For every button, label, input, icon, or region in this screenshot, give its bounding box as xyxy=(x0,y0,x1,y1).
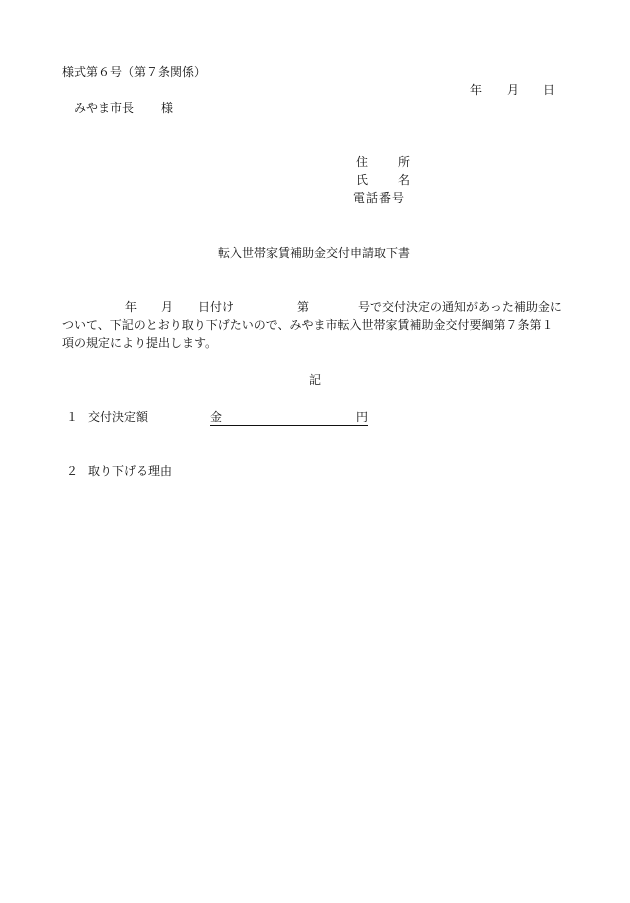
addressee-honorific: 様 xyxy=(161,101,174,115)
amount-suffix: 円 xyxy=(356,410,369,424)
ki-heading: 記 xyxy=(309,373,322,387)
item-2-number: ２ xyxy=(66,464,79,478)
body-line2: ついて、下記のとおり取り下げたいので、みやま市転入世帯家賃補助金交付要綱第７条第１ xyxy=(62,318,554,332)
amount-underline xyxy=(210,409,368,426)
body-year: 年 xyxy=(125,300,138,314)
body-dated: 日付け xyxy=(198,300,235,314)
item-1-number: １ xyxy=(66,410,79,424)
address-label-1: 住 xyxy=(356,155,369,169)
name-label-1: 氏 xyxy=(356,173,369,187)
body-line1-rest: 号で交付決定の通知があった補助金に xyxy=(358,300,562,314)
address-label-2: 所 xyxy=(398,155,411,169)
form-id: 様式第６号（第７条関係） xyxy=(62,65,207,79)
item-1-label: 交付決定額 xyxy=(88,410,149,424)
phone-label: 電話番号 xyxy=(353,191,406,205)
item-2-label: 取り下げる理由 xyxy=(88,464,173,478)
body-line3: 項の規定により提出します。 xyxy=(62,336,218,350)
date-day-label: 日 xyxy=(543,83,556,97)
addressee-name: みやま市長 xyxy=(74,101,135,115)
date-year-label: 年 xyxy=(470,83,483,97)
body-number-prefix: 第 xyxy=(297,300,310,314)
body-month: 月 xyxy=(161,300,174,314)
name-label-2: 名 xyxy=(398,173,411,187)
date-month-label: 月 xyxy=(507,83,520,97)
amount-prefix: 金 xyxy=(210,410,223,424)
document-title: 転入世帯家賃補助金交付申請取下書 xyxy=(218,246,411,260)
